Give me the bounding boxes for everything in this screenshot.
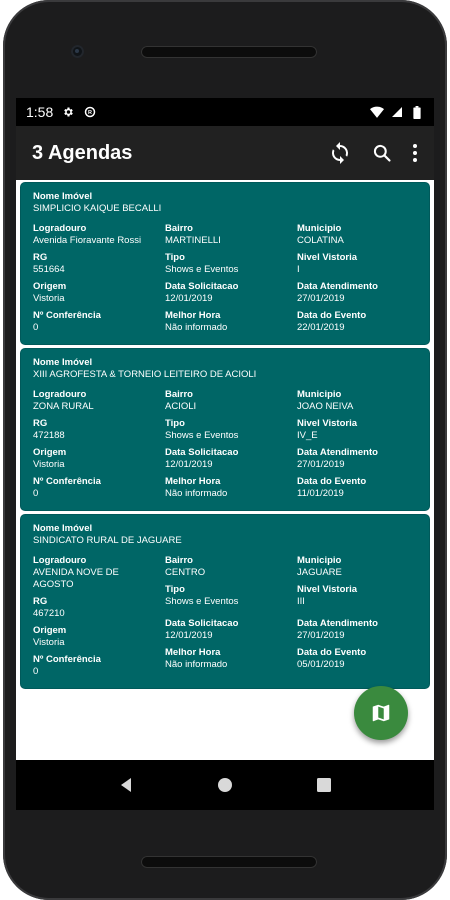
app-bar: [16, 126, 434, 180]
value-melhor-hora: Não informado: [165, 488, 228, 499]
field-rg: [33, 418, 165, 442]
field-bairro: [165, 389, 297, 413]
value-bairro: MARTINELLI: [165, 235, 221, 246]
label-melhor-hora: Melhor Hora: [165, 647, 221, 658]
agenda-card[interactable]: [21, 515, 429, 688]
value-data-evento: 05/01/2019: [297, 659, 345, 670]
label-tipo: Tipo: [165, 418, 185, 429]
label-data-atendimento: Data Atendimento: [297, 447, 378, 458]
label-origem: Origem: [33, 281, 67, 292]
label-data-evento: Data do Evento: [297, 647, 367, 658]
label-bairro: Bairro: [165, 555, 193, 566]
value-municipio: JOAO NEIVA: [297, 401, 354, 412]
label-tipo: Tipo: [165, 252, 185, 263]
field-nome: [33, 523, 417, 547]
value-nivel: IV_E: [297, 430, 318, 441]
value-tipo: Shows e Eventos: [165, 596, 239, 607]
label-origem: Origem: [33, 447, 67, 458]
back-icon[interactable]: [111, 770, 141, 800]
battery-icon: [410, 105, 424, 119]
value-logradouro: Avenida Fioravante Rossi: [33, 235, 142, 246]
field-municipio: [297, 389, 417, 413]
field-data-evento: [297, 476, 417, 500]
field-tipo: [165, 418, 297, 442]
label-conferencia: Nº Conferência: [33, 654, 101, 665]
value-origem: Vistoria: [33, 459, 65, 470]
value-bairro: CENTRO: [165, 567, 206, 578]
label-municipio: Municipio: [297, 389, 342, 400]
top-speaker: [141, 46, 317, 58]
value-data-evento: 11/01/2019: [297, 488, 344, 499]
label-municipio: Municipio: [297, 223, 342, 234]
field-nome: [33, 357, 417, 381]
value-conferencia: 0: [33, 322, 39, 333]
value-rg: 472188: [33, 430, 65, 441]
sync-icon[interactable]: [328, 141, 352, 165]
label-melhor-hora: Melhor Hora: [165, 476, 221, 487]
field-data-atendimento: [297, 447, 417, 471]
label-tipo: Tipo: [165, 584, 185, 595]
field-rg: [33, 596, 165, 620]
field-origem: [33, 281, 165, 305]
field-conferencia: [33, 476, 165, 500]
value-rg: 551664: [33, 264, 65, 275]
label-nome: Nome Imóvel: [33, 357, 93, 368]
label-melhor-hora: Melhor Hora: [165, 310, 221, 321]
status-bar: [16, 98, 434, 126]
field-origem: [33, 625, 165, 649]
value-data-atendimento: 27/01/2019: [297, 630, 345, 641]
svg-text:R: R: [88, 110, 93, 116]
label-logradouro: Logradouro: [33, 223, 87, 234]
label-nome: Nome Imóvel: [33, 523, 93, 534]
label-data-evento: Data do Evento: [297, 476, 367, 487]
label-bairro: Bairro: [165, 223, 193, 234]
app-title: 3 Agendas: [32, 141, 133, 164]
field-conferencia: [33, 310, 165, 334]
value-origem: Vistoria: [33, 293, 65, 304]
map-icon: [370, 702, 392, 724]
value-data-atendimento: 27/01/2019: [297, 293, 345, 304]
label-rg: RG: [33, 418, 48, 429]
value-conferencia: 0: [33, 666, 39, 677]
value-nome: SINDICATO RURAL DE JAGUARE: [33, 535, 182, 546]
value-nivel: I: [297, 264, 300, 275]
value-municipio: JAGUARE: [297, 567, 342, 578]
agenda-card[interactable]: [21, 349, 429, 510]
value-logradouro: AVENIDA NOVE DE AGOSTO: [33, 567, 119, 590]
field-logradouro: [33, 223, 165, 247]
label-origem: Origem: [33, 625, 67, 636]
value-rg: 467210: [33, 608, 65, 619]
value-tipo: Shows e Eventos: [165, 264, 239, 275]
field-tipo: [165, 584, 297, 620]
label-nivel: Nivel Vistoria: [297, 584, 358, 595]
settings-gear-icon: [61, 105, 75, 119]
label-nome: Nome Imóvel: [33, 191, 93, 202]
map-fab-button[interactable]: [354, 686, 408, 740]
value-data-evento: 22/01/2019: [297, 322, 345, 333]
label-nivel: Nivel Vistoria: [297, 252, 358, 263]
data-saver-icon: [83, 105, 97, 119]
value-data-atendimento: 27/01/2019: [297, 459, 345, 470]
field-conferencia: [33, 654, 165, 678]
field-data-evento: [297, 310, 417, 334]
recents-icon[interactable]: [309, 770, 339, 800]
bottom-speaker: [141, 856, 317, 868]
field-rg: [33, 252, 165, 276]
field-data-solicitacao: [165, 618, 297, 649]
status-time: 1:58: [26, 104, 54, 120]
label-rg: RG: [33, 596, 48, 607]
value-melhor-hora: Não informado: [165, 322, 228, 333]
field-data-solicitacao: [165, 281, 297, 305]
home-icon[interactable]: [210, 770, 240, 800]
field-data-solicitacao: [165, 447, 297, 471]
label-data-solicitacao: Data Solicitacao: [165, 447, 239, 458]
label-data-evento: Data do Evento: [297, 310, 367, 321]
value-nome: XIII AGROFESTA & TORNEIO LEITEIRO DE ACIOLI: [33, 369, 257, 380]
label-nivel: Nivel Vistoria: [297, 418, 358, 429]
label-rg: RG: [33, 252, 48, 263]
label-data-solicitacao: Data Solicitacao: [165, 618, 239, 629]
agenda-list: [16, 180, 434, 688]
field-bairro: [165, 223, 297, 247]
value-tipo: Shows e Eventos: [165, 430, 239, 441]
field-origem: [33, 447, 165, 471]
field-logradouro: [33, 389, 165, 413]
value-nome: SIMPLICIO KAIQUE BECALLI: [33, 203, 162, 214]
value-data-solicitacao: 12/01/2019: [165, 459, 213, 470]
label-municipio: Municipio: [297, 555, 342, 566]
label-data-solicitacao: Data Solicitacao: [165, 281, 239, 292]
field-logradouro: [33, 555, 165, 591]
screen: [16, 98, 434, 810]
label-data-atendimento: Data Atendimento: [297, 618, 378, 629]
signal-icon: [390, 105, 404, 119]
label-logradouro: Logradouro: [33, 389, 87, 400]
field-nivel: [297, 584, 417, 620]
field-data-evento: [297, 647, 417, 678]
label-conferencia: Nº Conferência: [33, 476, 101, 487]
value-municipio: COLATINA: [297, 235, 344, 246]
field-melhor-hora: [165, 647, 297, 678]
label-logradouro: Logradouro: [33, 555, 87, 566]
field-nivel: [297, 418, 417, 442]
agenda-card[interactable]: [21, 183, 429, 344]
field-tipo: [165, 252, 297, 276]
value-melhor-hora: Não informado: [165, 659, 228, 670]
more-vert-icon[interactable]: [412, 143, 418, 163]
label-data-atendimento: Data Atendimento: [297, 281, 378, 292]
field-nivel: [297, 252, 417, 276]
value-conferencia: 0: [33, 488, 39, 499]
value-data-solicitacao: 12/01/2019: [165, 630, 213, 641]
value-nivel: III: [297, 596, 305, 607]
field-municipio: [297, 223, 417, 247]
wifi-icon: [370, 105, 384, 119]
field-nome: [33, 191, 417, 215]
front-camera: [71, 45, 84, 58]
label-conferencia: Nº Conferência: [33, 310, 101, 321]
value-logradouro: ZONA RURAL: [33, 401, 94, 412]
value-origem: Vistoria: [33, 637, 65, 648]
field-melhor-hora: [165, 310, 297, 334]
field-melhor-hora: [165, 476, 297, 500]
system-nav-bar: [16, 760, 434, 810]
value-bairro: ACIOLI: [165, 401, 197, 412]
value-data-solicitacao: 12/01/2019: [165, 293, 213, 304]
field-data-atendimento: [297, 618, 417, 649]
field-data-atendimento: [297, 281, 417, 305]
label-bairro: Bairro: [165, 389, 193, 400]
search-icon[interactable]: [372, 143, 392, 163]
